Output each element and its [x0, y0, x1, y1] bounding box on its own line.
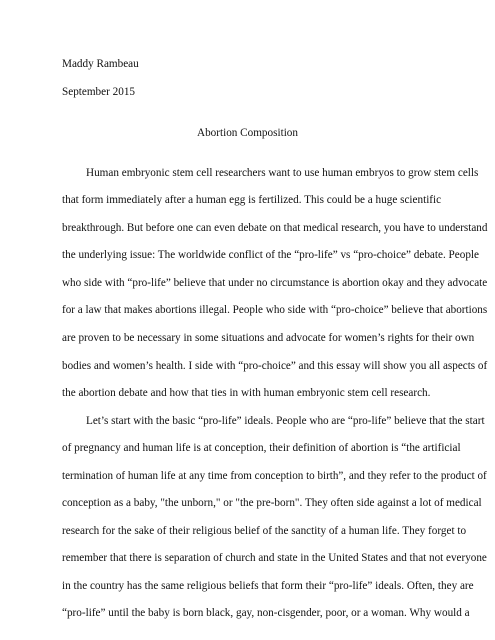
document-title: Abortion Composition	[196, 127, 298, 139]
text-line: breakthrough. But before one can even debate on that medical research, you have to understand	[62, 222, 488, 234]
text-line: Let’s start with the basic “pro-life” ideals. People who are “pro-life” believe that the start	[86, 415, 485, 427]
text-line: of pregnancy and human life is at conception, their definition of abortion is “the artificial	[62, 442, 461, 454]
document-date: September 2015	[62, 86, 136, 98]
author-name: Maddy Rambeau	[62, 58, 139, 70]
text-line: in the country has the same religious beliefs that form their “pro-life” ideals. Often, they are	[62, 580, 474, 592]
text-line: the underlying issue: The worldwide conflict of the “pro-life” vs “pro-choice” debate. People	[62, 249, 480, 261]
text-line: who side with “pro-life” believe that under no circumstance is abortion okay and they advocate	[62, 277, 488, 289]
text-line: termination of human life at any time from conception to birth”, and they refer to the product of	[62, 470, 487, 482]
text-line: research for the sake of their religious belief of the sanctity of a human life. They forget to	[62, 525, 467, 537]
text-line: are proven to be necessary in some situations and advocate for women’s rights for their own	[62, 332, 475, 344]
text-line: remember that there is separation of church and state in the United States and that not everyone	[62, 552, 487, 564]
text-line: that form immediately after a human egg is fertilized. This could be a huge scientific	[62, 194, 442, 206]
text-line: “pro-life” until the baby is born black, gay, non-cisgender, poor, or a woman. Why would a	[62, 607, 470, 619]
text-line: for a law that makes abortions illegal. People who side with “pro-choice” believe that abortions	[62, 304, 488, 316]
text-line: conception as a baby, "the unborn," or "the pre-born". They often side against a lot of medical	[62, 497, 482, 509]
text-line: Human embryonic stem cell researchers want to use human embryos to grow stem cells	[86, 167, 479, 179]
text-line: bodies and women’s health. I side with “pro-choice” and this essay will show you all aspects of	[62, 360, 488, 372]
text-line: the abortion debate and how that ties in with human embryonic stem cell research.	[62, 387, 431, 399]
